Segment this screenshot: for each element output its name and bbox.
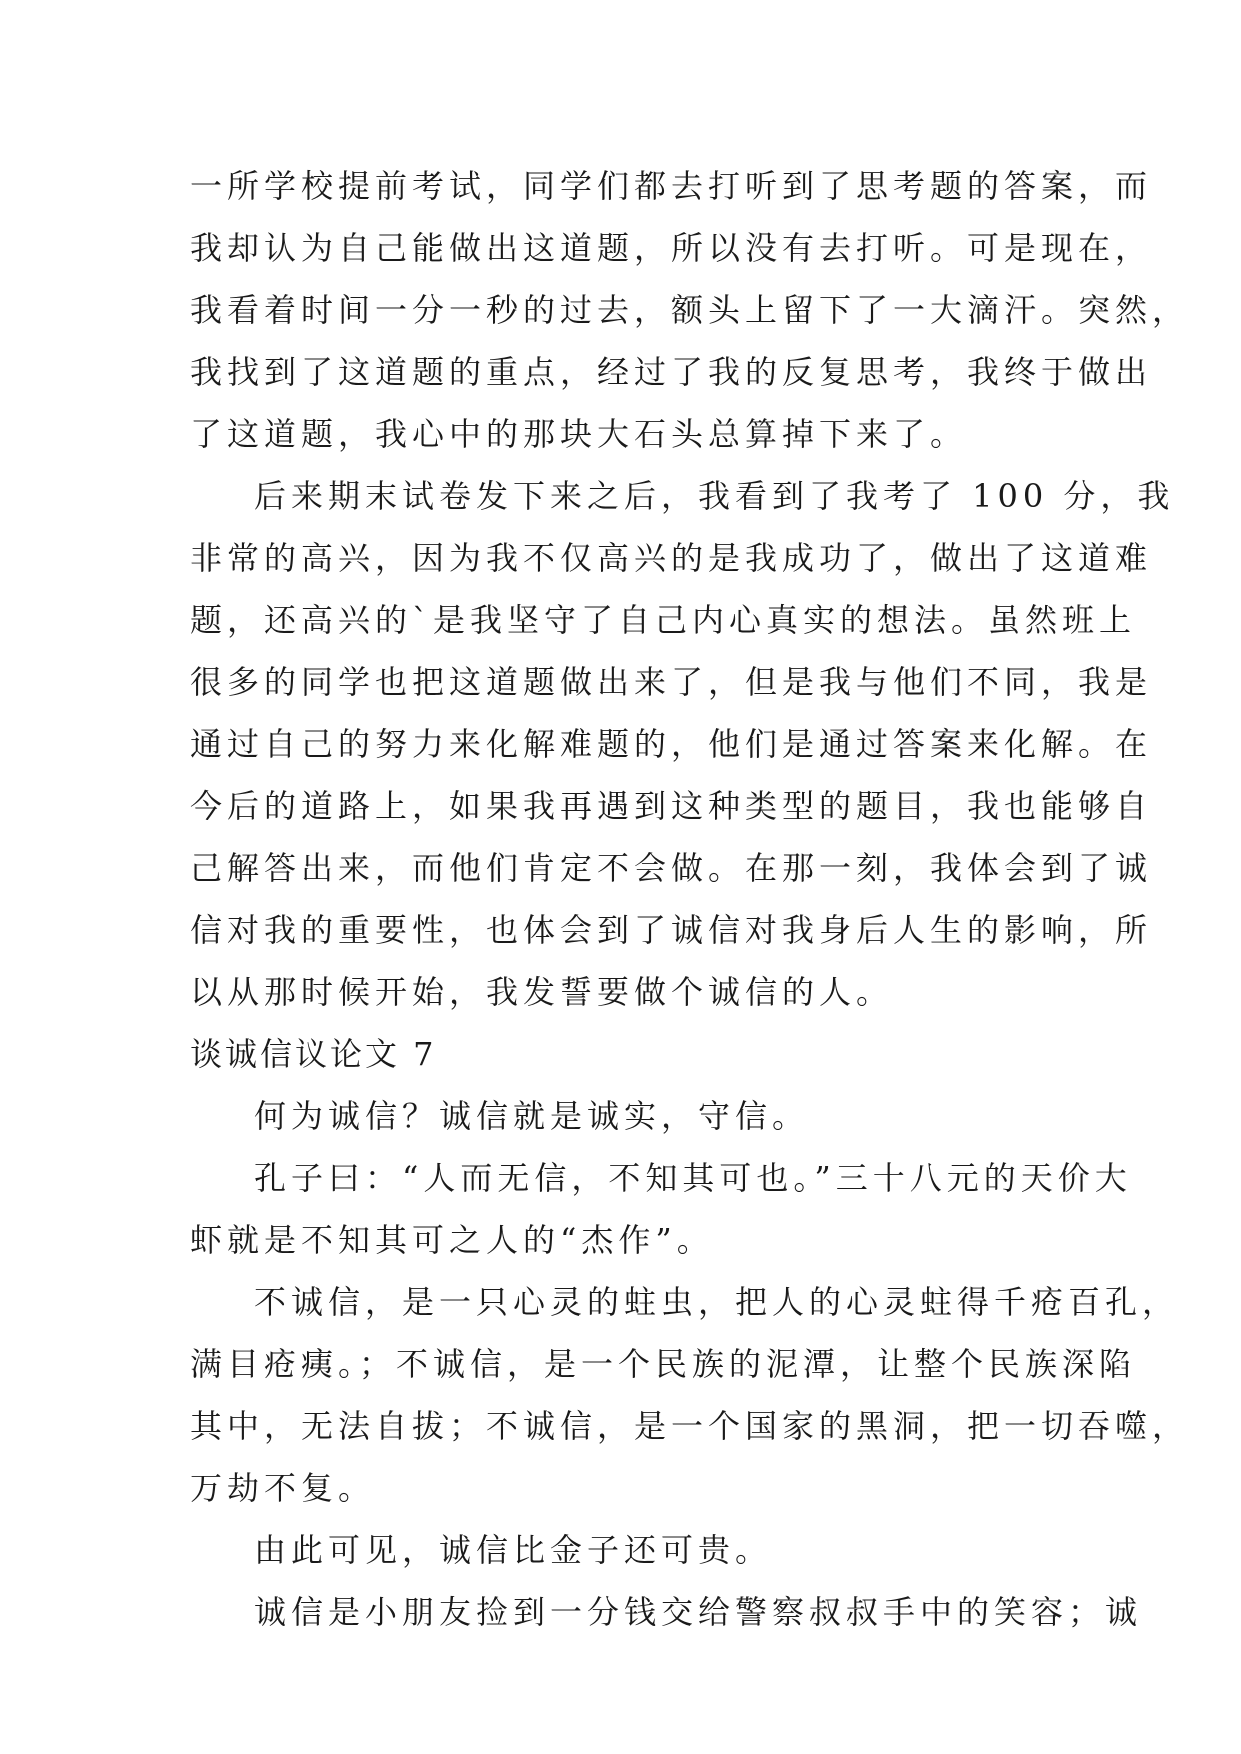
text-line: 我却认为自己能做出这道题，所以没有去打听。可是现在， xyxy=(190,229,1153,267)
text-line: 其中，无法自拔；不诚信，是一个国家的黑洞，把一切吞噬， xyxy=(190,1407,1190,1445)
text-line: 以从那时候开始，我发誓要做个诚信的人。 xyxy=(190,973,894,1011)
paragraph-first-line: 后来期末试卷发下来之后，我看到了我考了 100 分，我 xyxy=(254,477,1175,515)
text-line: 信对我的重要性，也体会到了诚信对我身后人生的影响，所 xyxy=(190,911,1153,949)
paragraph-first-line: 孔子曰：“人而无信，不知其可也。”三十八元的天价大 xyxy=(254,1159,1132,1197)
paragraph-first-line: 由此可见，诚信比金子还可贵。 xyxy=(254,1531,773,1569)
paragraph-first-line: 何为诚信？诚信就是诚实，守信。 xyxy=(254,1097,810,1135)
text-line: 今后的道路上，如果我再遇到这种类型的题目，我也能够自 xyxy=(190,787,1153,825)
text-line: 虾就是不知其可之人的“杰作”。 xyxy=(190,1221,714,1259)
text-line: 很多的同学也把这道题做出来了，但是我与他们不同，我是 xyxy=(190,663,1153,701)
text-line: 万劫不复。 xyxy=(190,1469,376,1507)
document-page xyxy=(190,155,1190,1643)
text-line: 了这道题，我心中的那块大石头总算掉下来了。 xyxy=(190,415,968,453)
paragraph-first-line: 不诚信，是一只心灵的蛀虫，把人的心灵蛀得千疮百孔， xyxy=(254,1283,1180,1321)
text-line: 题，还高兴的`是我坚守了自己内心真实的想法。虽然班上 xyxy=(190,601,1137,639)
text-line: 通过自己的努力来化解难题的，他们是通过答案来化解。在 xyxy=(190,725,1153,763)
text-line: 我看着时间一分一秒的过去，额头上留下了一大滴汗。突然， xyxy=(190,291,1190,329)
text-line: 非常的高兴，因为我不仅高兴的是我成功了，做出了这道难 xyxy=(190,539,1153,577)
text-line: 我找到了这道题的重点，经过了我的反复思考，我终于做出 xyxy=(190,353,1153,391)
text-line: 己解答出来，而他们肯定不会做。在那一刻，我体会到了诚 xyxy=(190,849,1153,887)
text-line: 满目疮痍。；不诚信，是一个民族的泥潭，让整个民族深陷 xyxy=(190,1345,1137,1383)
section-heading: 谈诚信议论文 7 xyxy=(190,1035,437,1073)
paragraph-first-line: 诚信是小朋友捡到一分钱交给警察叔叔手中的笑容；诚 xyxy=(254,1593,1143,1631)
text-line: 一所学校提前考试，同学们都去打听到了思考题的答案，而 xyxy=(190,167,1153,205)
